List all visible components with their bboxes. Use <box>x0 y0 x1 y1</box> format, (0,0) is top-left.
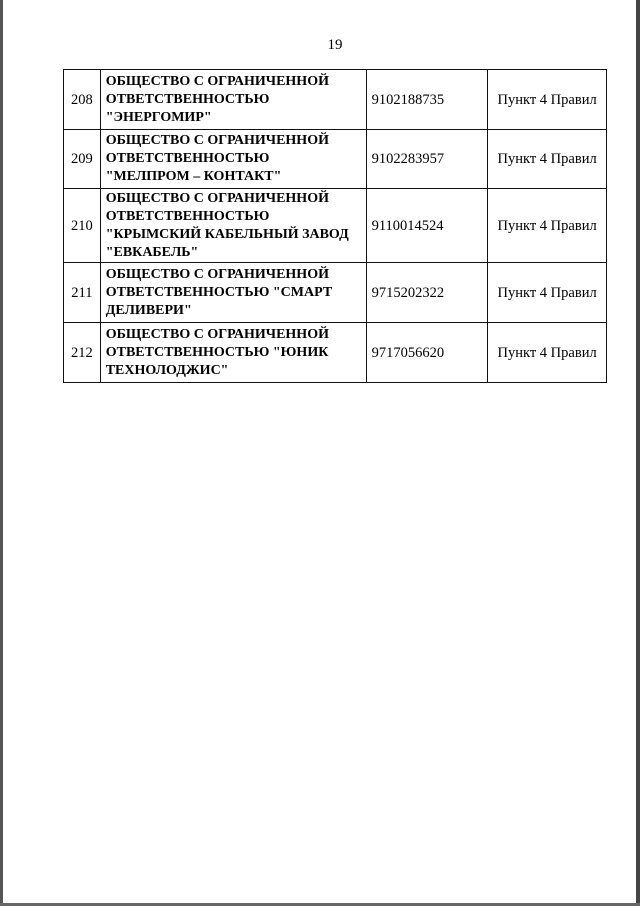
organization-name <box>100 130 366 189</box>
inn-value: 9715202322 <box>366 263 488 323</box>
table-row <box>64 323 607 383</box>
organization-name <box>100 189 366 263</box>
organization-name-line: ОБЩЕСТВО С ОГРАНИЧЕННОЙ <box>105 326 329 342</box>
scan-edge-left <box>0 0 3 906</box>
organization-name-line: ОТВЕТСТВЕННОСТЬЮ <box>105 91 270 107</box>
table-row <box>64 189 607 263</box>
scan-edge-right <box>636 0 640 906</box>
row-number: 208 <box>64 70 101 130</box>
table-row <box>64 70 607 130</box>
table-row <box>64 263 607 323</box>
organization-name <box>100 323 366 383</box>
organization-name-line: ОБЩЕСТВО С ОГРАНИЧЕННОЙ <box>105 266 329 282</box>
organization-name <box>100 263 366 323</box>
page-number: 19 <box>327 37 343 53</box>
table-row <box>64 130 607 189</box>
legal-basis: Пункт 4 Правил <box>488 130 607 189</box>
organization-name-line: ОТВЕТСТВЕННОСТЬЮ <box>105 208 270 224</box>
organization-name-line: "ЕВКАБЕЛЬ" <box>105 244 199 260</box>
organization-name-line: ОБЩЕСТВО С ОГРАНИЧЕННОЙ <box>105 133 329 148</box>
organization-name <box>100 70 366 130</box>
row-number: 211 <box>64 263 101 323</box>
organization-name-line: ОБЩЕСТВО С ОГРАНИЧЕННОЙ <box>105 73 329 89</box>
organizations-table <box>63 69 607 383</box>
organization-name-line: ОБЩЕСТВО С ОГРАНИЧЕННОЙ <box>105 190 329 206</box>
organization-name-line: "МЕЛПРОМ – КОНТАКТ" <box>105 169 282 184</box>
inn-value: 9110014524 <box>366 189 488 263</box>
inn-value: 9102188735 <box>366 70 488 130</box>
row-number: 210 <box>64 189 101 263</box>
legal-basis: Пункт 4 Правил <box>488 263 607 323</box>
organization-name-line: ДЕЛИВЕРИ" <box>105 302 192 318</box>
row-number: 212 <box>64 323 101 383</box>
organization-name-line: "ЭНЕРГОМИР" <box>105 109 212 125</box>
legal-basis: Пункт 4 Правил <box>488 70 607 130</box>
inn-value: 9102283957 <box>366 130 488 189</box>
organization-name-line: "КРЫМСКИЙ КАБЕЛЬНЫЙ ЗАВОД <box>105 226 349 242</box>
inn-value: 9717056620 <box>366 323 488 383</box>
organization-name-line: ТЕХНОЛОДЖИС" <box>105 362 229 378</box>
row-number: 209 <box>64 130 101 189</box>
organization-name-line: ОТВЕТСТВЕННОСТЬЮ <box>105 151 270 166</box>
legal-basis: Пункт 4 Правил <box>488 323 607 383</box>
organization-name-line: ОТВЕТСТВЕННОСТЬЮ "ЮНИК <box>105 344 329 360</box>
legal-basis: Пункт 4 Правил <box>488 189 607 263</box>
organization-name-line: ОТВЕТСТВЕННОСТЬЮ "СМАРТ <box>105 284 333 300</box>
